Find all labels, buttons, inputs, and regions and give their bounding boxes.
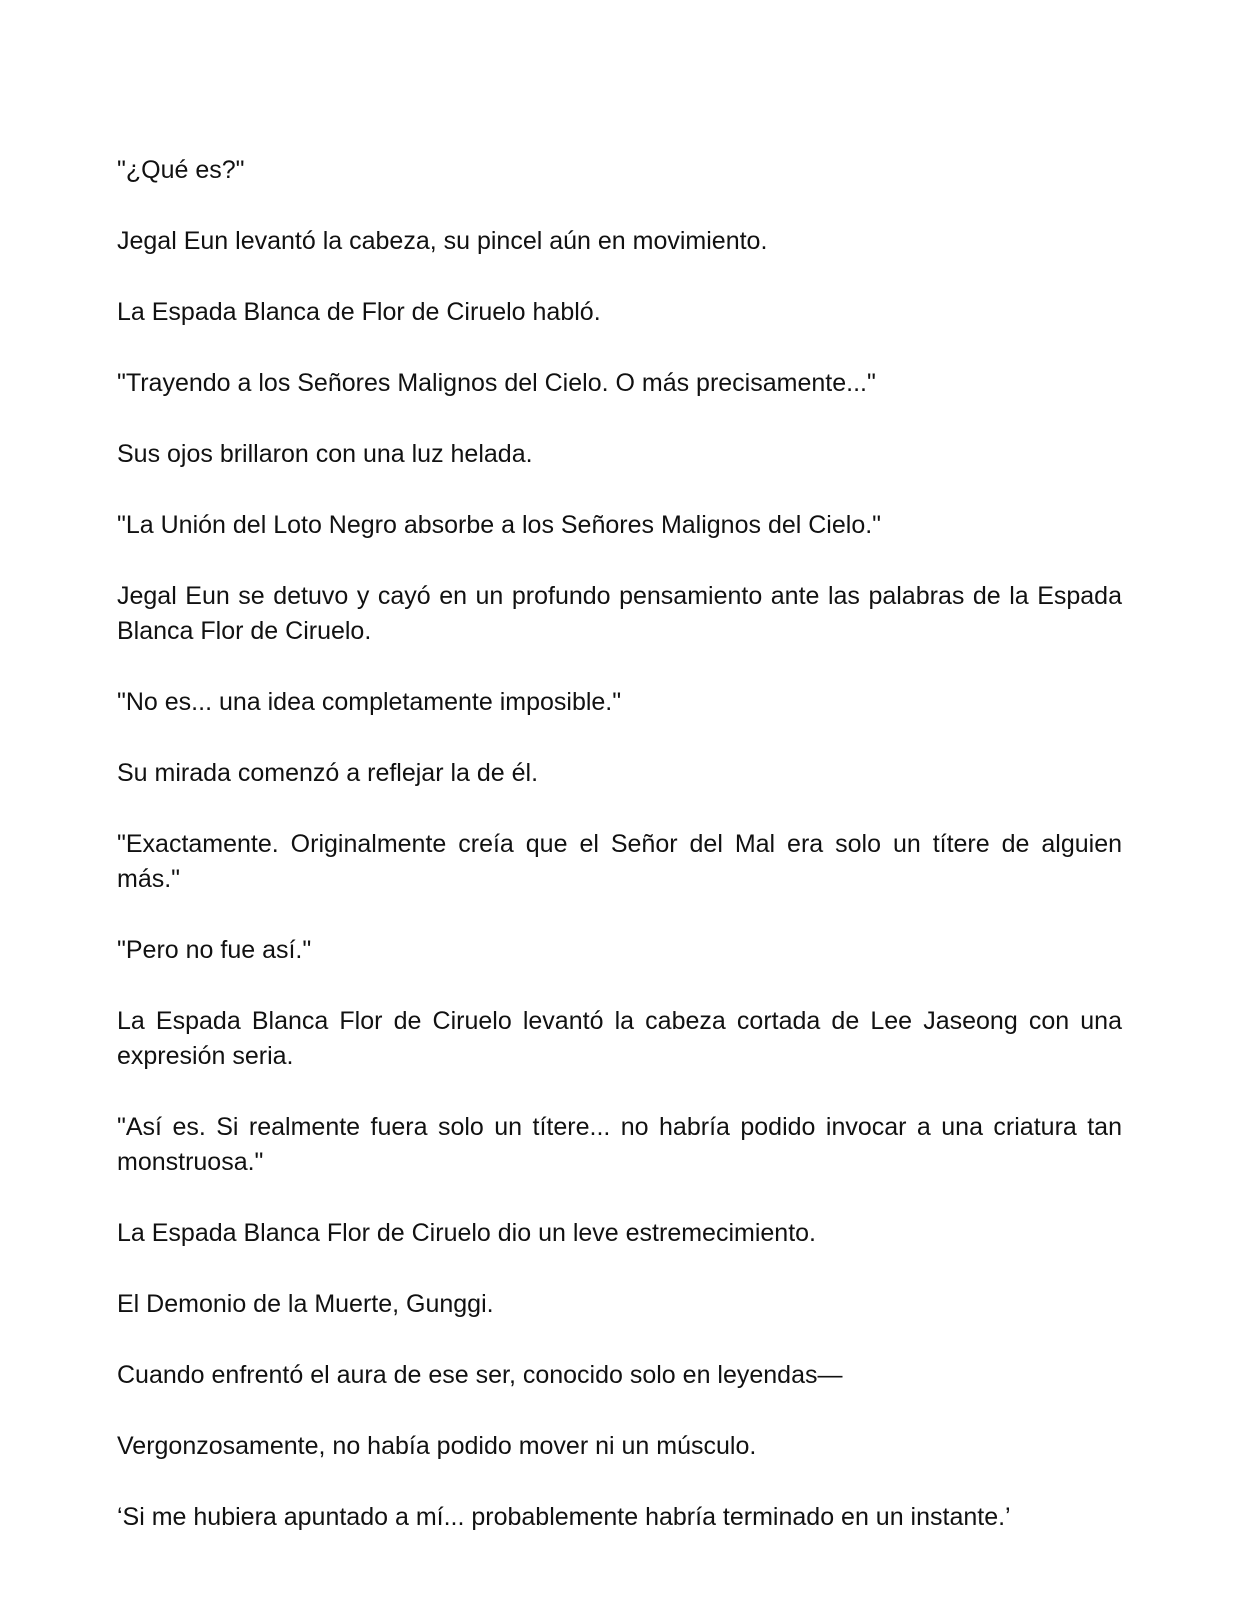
paragraph: Cuando enfrentó el aura de ese ser, conocido solo en leyendas— [117,1361,843,1389]
paragraph: Jegal Eun se detuvo y cayó en un profundo pensamiento ante las palabras de la Espada Blanca Flor de Ciruelo. [117,582,1122,645]
paragraph: Vergonzosamente, no había podido mover ni un músculo. [117,1432,757,1460]
paragraph: "La Unión del Loto Negro absorbe a los Señores Malignos del Cielo." [117,511,882,539]
paragraph: La Espada Blanca de Flor de Ciruelo habló. [117,298,601,326]
paragraph: Jegal Eun levantó la cabeza, su pincel aún en movimiento. [117,227,768,255]
paragraph: "No es... una idea completamente imposible." [117,688,622,716]
paragraph: "Así es. Si realmente fuera solo un títere... no habría podido invocar a una criatura tan monstruosa." [117,1113,1122,1176]
text-body [117,153,1122,1571]
paragraph: "Trayendo a los Señores Malignos del Cielo. O más precisamente..." [117,369,876,397]
paragraph: "¿Qué es?" [117,156,245,184]
paragraph: La Espada Blanca Flor de Ciruelo levantó la cabeza cortada de Lee Jaseong con una expresión seria. [117,1007,1122,1070]
paragraph: ‘Si me hubiera apuntado a mí... probablemente habría terminado en un instante.’ [117,1503,1011,1531]
paragraph: Su mirada comenzó a reflejar la de él. [117,759,539,787]
paragraph: "Pero no fue así." [117,936,312,964]
paragraph: La Espada Blanca Flor de Ciruelo dio un leve estremecimiento. [117,1219,816,1247]
paragraph: Sus ojos brillaron con una luz helada. [117,440,533,468]
paragraph: El Demonio de la Muerte, Gunggi. [117,1290,494,1318]
paragraph: "Exactamente. Originalmente creía que el Señor del Mal era solo un títere de alguien más." [117,830,1122,893]
